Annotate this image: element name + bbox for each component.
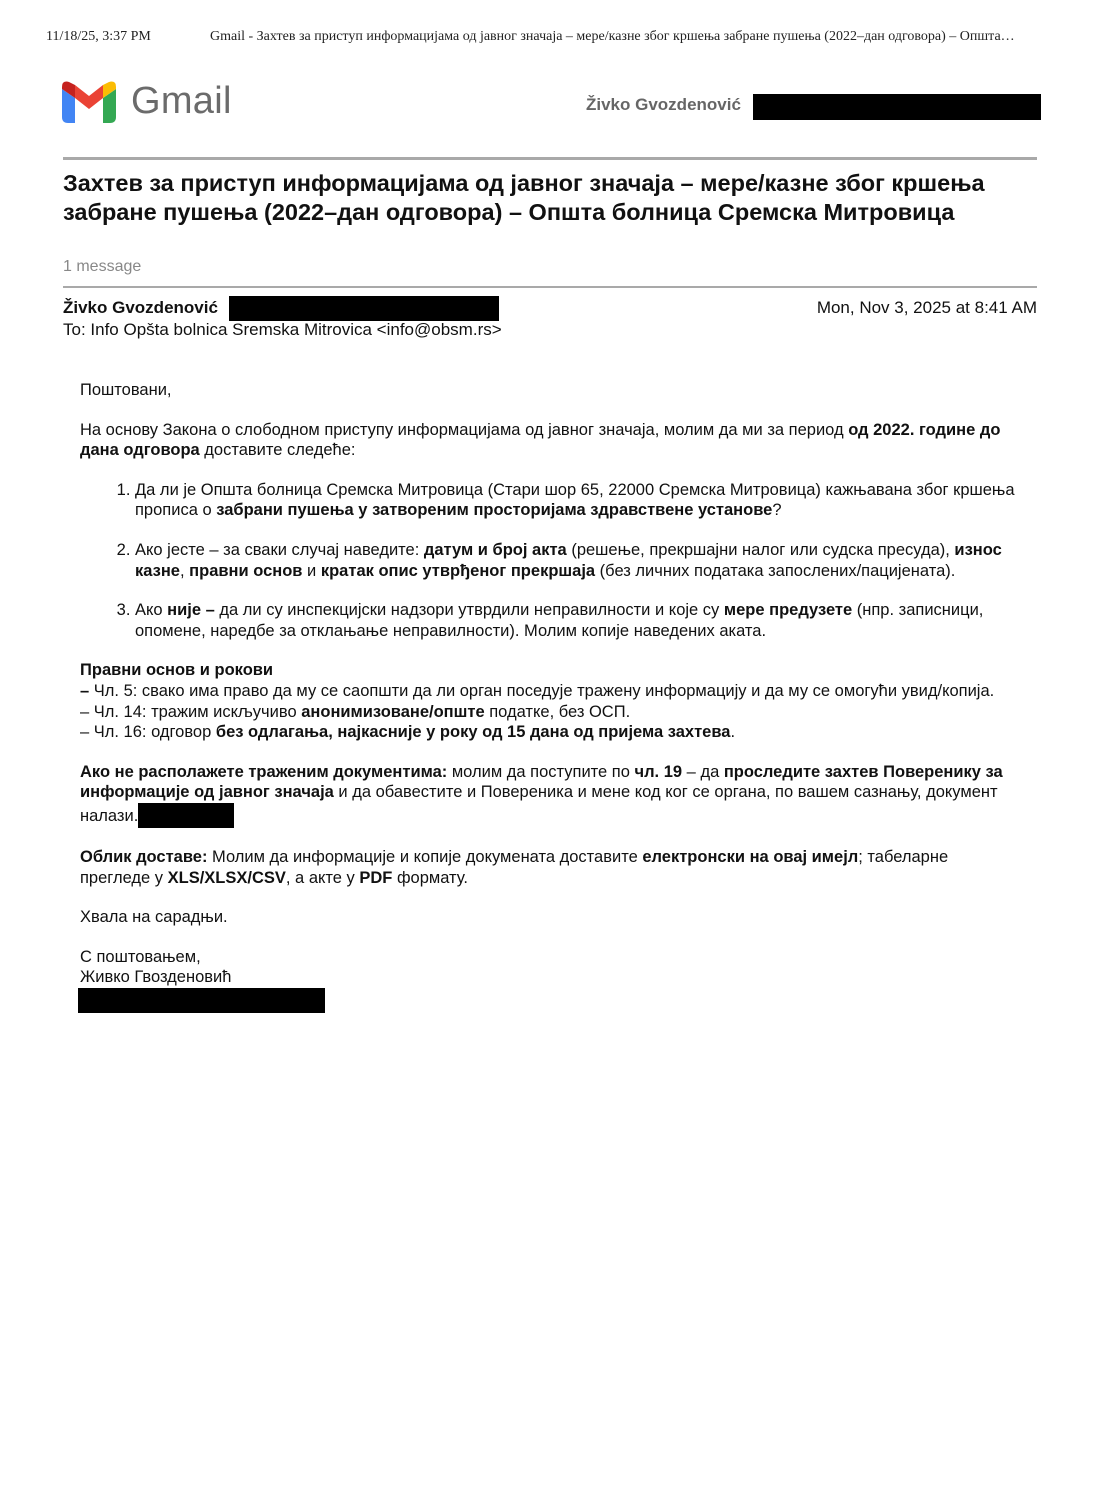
thanks-line: Хвала на сарадњи. (80, 908, 228, 927)
gmail-logo[interactable] (62, 80, 232, 123)
signature-block (80, 947, 1015, 1013)
delivery-paragraph: Облик доставе: Молим да информације и копије докумената доставите електронски на овај имејл; табеларне прегледе у XLS/XLSX/CSV, а акте у PDF формату. (80, 847, 949, 887)
sender-name: Živko Gvozdenović (63, 298, 218, 317)
email-body (80, 380, 1015, 1013)
gmail-wordmark: Gmail (131, 80, 232, 122)
email-subject: Захтев за приступ информацијама од јавног значаја – мере/казне због кршења забране пушења (2022–дан одговора) – Општа болница Сремска Митровица (63, 170, 985, 225)
intro-paragraph: На основу Закона о слободном приступу информацијама од јавног значаја, молим да ми за период од 2022. године до дана одговора доставите следеће: (80, 420, 1001, 460)
closing: С поштовањем, (80, 947, 201, 966)
redacted-block (78, 988, 325, 1013)
recipient-line: To: Info Opšta bolnica Sremska Mitrovica <info@obsm.rs> (63, 320, 502, 339)
email-date: Mon, Nov 3, 2025 at 8:41 AM (816, 298, 1037, 317)
legal-heading: Правни основ и рокови (80, 661, 274, 680)
list-item: 3. Ако није – да ли су инспекцијски надзори утврдили неправилности и које су мере предузете (нпр. записници, опомене, наредбе за отклањање неправилности). Молим копије наведених аката. (135, 600, 1015, 641)
message-count: 1 message (63, 258, 142, 275)
list-item: 2. Ако јесте – за сваки случај наведите: датум и број акта (решење, прекршајни налог или судска пресуда), износ казне, правни основ и кратак опис утврђеног прекршаја (без личних података запослених/пацијената). (135, 540, 1015, 581)
redacted-block (138, 803, 234, 828)
list-item: 1. Да ли је Општа болница Сремска Митровица (Стари шор 65, 22000 Сремска Митровица) кажњавана због кршења прописа о забрани пушења у затвореним просторијама здравствене установе? (135, 480, 1015, 521)
greeting: Поштовани, (80, 381, 172, 399)
divider (63, 157, 1037, 160)
print-header (46, 29, 1056, 45)
print-timestamp: 11/18/25, 3:37 PM (46, 29, 151, 44)
account-name: Živko Gvozdenović (586, 95, 741, 114)
legal-basis-section: Правни основ и рокови – Чл. 5: свако има право да му се саопшти да ли орган поседује тражену информацију и да му се омогући увид/копија. – Чл. 14: тражим искључиво анонимизоване/опште податке, без ОСП. – Чл. 16: одговор без одлагања, најкасније у року од 15 дана од пријема захтева. (80, 661, 995, 742)
print-title: Gmail - Захтев за приступ информацијама од јавног значаја – мере/казне због кршења забране пушења (2022–дан одговора) – Општа… (210, 29, 1015, 44)
divider (63, 286, 1037, 288)
gmail-m-icon (62, 81, 116, 123)
redacted-block (753, 94, 1041, 120)
fallback-paragraph: Ако не располажете траженим документима: молим да поступите по чл. 19 – да проследите захтев Поверенику за информације од јавног значаја и да обавестите и Повереника и мене код ког се органа, по вашем сазнању, документ налази. (80, 762, 1015, 828)
request-list (80, 480, 1015, 642)
signature-name: Живко Гвозденовић (80, 968, 232, 987)
redacted-block (229, 296, 499, 321)
